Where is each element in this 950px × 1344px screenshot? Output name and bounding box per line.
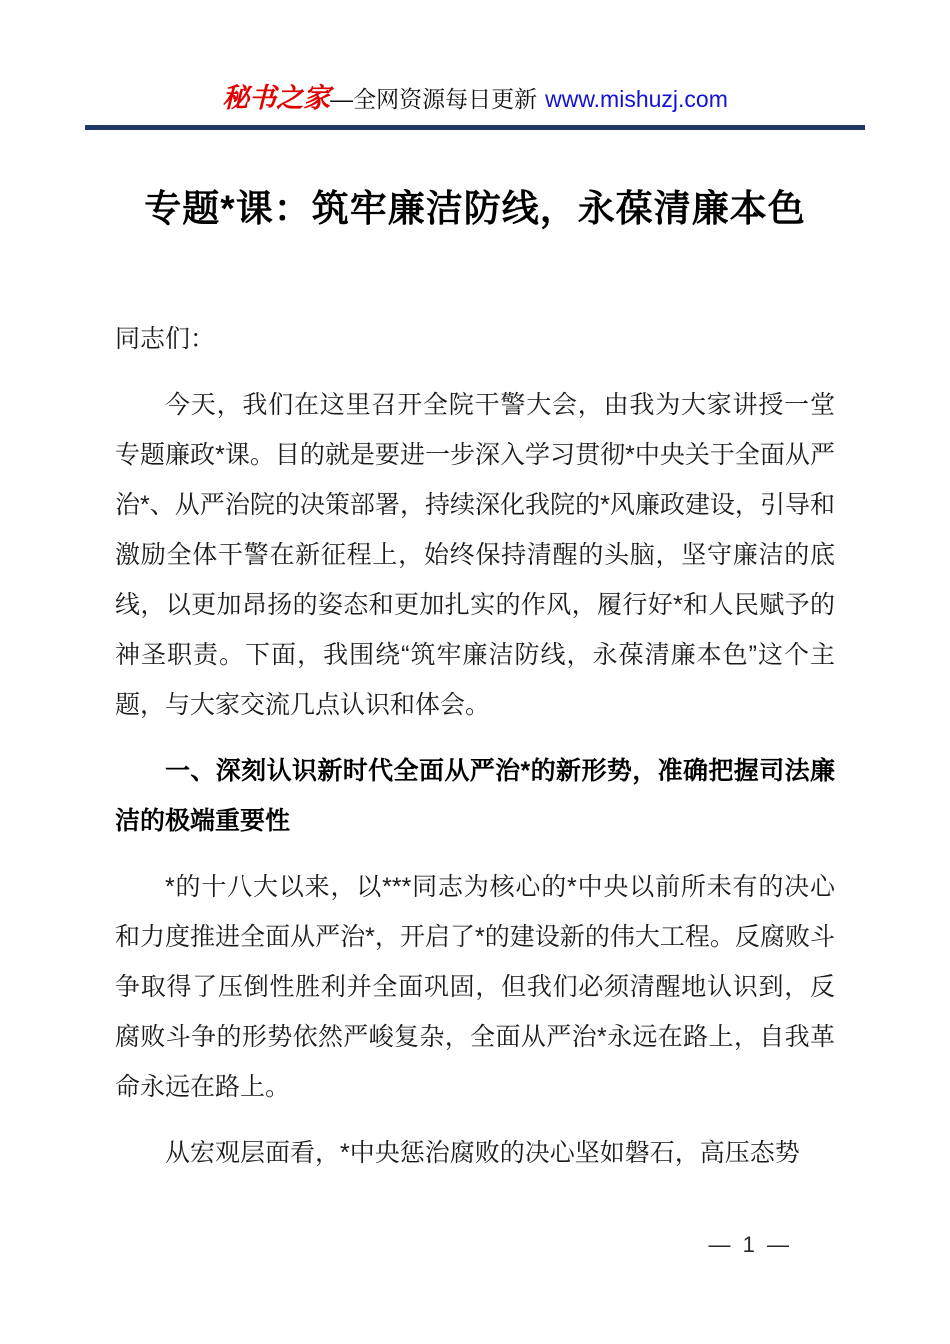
body-paragraph: *的十八大以来，以***同志为核心的*中央以前所未有的决心和力度推进全面从严治*，开启了*的建设新的伟大工程。反腐败斗争取得了压倒性胜利并全面巩固，但我们必须清醒地认识到，反腐败斗争的形势依然严峻复杂，全面从严治*永远在路上，自我革命永远在路上。 <box>115 873 835 1102</box>
salutation-paragraph: 同志们： <box>115 325 216 354</box>
section-heading: 一、深刻认识新时代全面从严治*的新形势，准确把握司法廉洁的极端重要性 <box>115 757 835 836</box>
site-url-link[interactable]: www.mishuzj.com <box>545 86 728 112</box>
body-paragraph: 今天，我们在这里召开全院干警大会，由我为大家讲授一堂专题廉政*课。目的就是要进一步深入学习贯彻*中央关于全面从严治*、从严治院的决策部署，持续深化我院的*风廉政建设，引导和激励全体干警在新征程上，始终保持清醒的头脑，坚守廉洁的底线，以更加昂扬的姿态和更加扎实的作风，履行好*和人民赋予的神圣职责。下面，我围绕“筑牢廉洁防线，永葆清廉本色”这个主题，与大家交流几点认识和体会。 <box>115 391 835 720</box>
site-tagline: —全网资源每日更新 <box>330 86 538 112</box>
site-header <box>0 0 950 115</box>
site-brand: 秘书之家 <box>222 83 331 113</box>
document-body <box>115 314 835 1178</box>
header-divider <box>85 125 865 130</box>
page-number: — 1 — <box>708 1232 792 1257</box>
body-paragraph: 从宏观层面看，*中央惩治腐败的决心坚如磐石，高压态势 <box>165 1139 800 1168</box>
document-title: 专题*课：筑牢廉洁防线，永葆清廉本色 <box>144 188 806 229</box>
